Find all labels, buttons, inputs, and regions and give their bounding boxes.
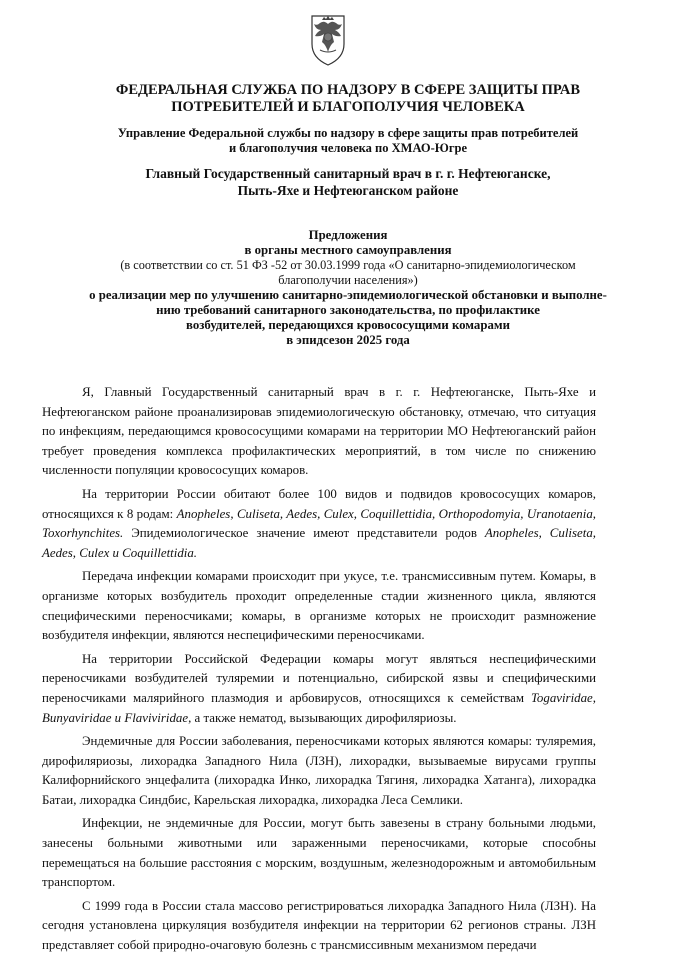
paragraph-2-text-b: Эпидемиологическое значение имеют представители родов <box>123 526 485 541</box>
paragraph-3: Передача инфекции комарами происходит при укусе, т.е. трансмиссивным путем. Комары, в организме которых возбудитель проходит определенные стадии жизненного цикла, являются специфическими переносчиками; комары, в организме которых не происходит размножение возбудителя инфекции, являются неспецифическими переносчиками. <box>42 569 596 643</box>
title-line-5: возбудителей, передающихся кровососущими комарами <box>186 318 510 332</box>
paragraph-7: С 1999 года в России стала массово регистрироваться лихорадка Западного Нила (ЛЗН). На сегодня установлена циркуляция возбудителя инфекции на территории 62 регионов страны. ЛЗН представляет собой природно-очаговую болезнь с трансмиссивным механизмом передачи <box>42 898 596 953</box>
agency-line-2: ПОТРЕБИТЕЛЕЙ И БЛАГОПОЛУЧИЯ ЧЕЛОВЕКА <box>171 99 525 115</box>
paragraph-6: Инфекции, не эндемичные для России, могут быть завезены в страну больными людьми, занесены больными животными или зараженными переносчиками, которые способны перемещаться на большие расстояния с морским, воздушным, железнодорожным и автомобильным транспортом. <box>42 816 596 890</box>
paragraph-4-families: Togaviridae, Bunyaviridae и Flaviviridae <box>42 690 596 725</box>
chief-doctor-title <box>40 165 656 199</box>
chief-doctor-line-2: Пыть-Яхе и Нефтеюганском районе <box>237 183 459 198</box>
paragraph-1: Я, Главный Государственный санитарный врач в г. г. Нефтеюганске, Пыть-Яхе и Нефтеюганском районе проанализировав эпидемиологическую обстановку, отмечаю, что ситуация по инфекциям, передающимся кровососущими комарами на территории МО Нефтеюганский район требует проведения комплекса профилактических мероприятий, в том числе по снижению численности популяции кровососущих комаров. <box>42 385 596 478</box>
paragraph-2-text-a: На территории России обитают более 100 видов и подвидов кровососущих комаров, относящихся к 8 родам: <box>42 486 596 521</box>
paragraph-4 <box>42 650 596 728</box>
paragraph-5: Эндемичные для России заболевания, переносчиками которых являются комары: туляремия, дирофиляриозы, лихорадка Западного Нила (ЛЗН), лихорадки, вызываемые вирусами группы Калифорнийского энцефалита (лихорадка Инко, лихорадка Тягиня, лихорадка Хатанга), лихорадка Батаи, лихорадка Синдбис, Карельская лихорадка, лихорадка Леса Семлики. <box>42 734 596 807</box>
title-line-4: нию требований санитарного законодательства, по профилактике <box>156 303 540 317</box>
paragraph-2 <box>42 485 596 563</box>
department-name <box>40 126 656 156</box>
russian-coat-of-arms-icon <box>303 10 353 68</box>
document-body <box>42 383 596 956</box>
chief-doctor-line-1: Главный Государственный санитарный врач в г. г. Нефтеюганске, <box>145 166 551 181</box>
title-line-6: в эпидсезон 2025 года <box>286 333 410 347</box>
paragraph-2-genera-2: Anopheles, Culiseta, Aedes, Culex и Coquillettidia. <box>42 526 596 560</box>
department-line-1: Управление Федеральной службы по надзору в сфере защиты прав потребителей <box>117 126 579 140</box>
paragraph-4-text-a: На территории Российской Федерации комары могут являться неспецифическими переносчиками возбудителей туляремии и потенциально, сибирской язвы и специфическими переносчиками малярийного плазмодия и арбовирусов, относящихся к семействам <box>42 651 596 705</box>
title-line-3: о реализации мер по улучшению санитарно-эпидемиологической обстановки и выполне- <box>89 288 607 302</box>
title-note-line-1: (в соответствии со ст. 51 ФЗ -52 от 30.03.1999 года «О санитарно-эпидемиологическом <box>120 258 576 272</box>
title-line-1: Предложения <box>308 228 388 242</box>
title-line-2: в органы местного самоуправления <box>244 243 452 257</box>
department-line-2: и благополучия человека по ХМАО-Югре <box>228 141 467 155</box>
paragraph-2-genera: Anopheles, Culiseta, Aedes, Culex, Coquillettidia, Orthopodomyia, Uranotaenia, Toxorhynchites. <box>42 506 596 541</box>
title-note-line-2: благополучии населения») <box>278 273 418 287</box>
document-title <box>40 228 656 348</box>
paragraph-4-text-b: , а также нематод, вызывающих дирофиляриозы. <box>188 710 457 725</box>
agency-name <box>40 82 656 116</box>
agency-line-1: ФЕДЕРАЛЬНАЯ СЛУЖБА ПО НАДЗОРУ В СФЕРЕ ЗАЩИТЫ ПРАВ <box>115 82 581 98</box>
